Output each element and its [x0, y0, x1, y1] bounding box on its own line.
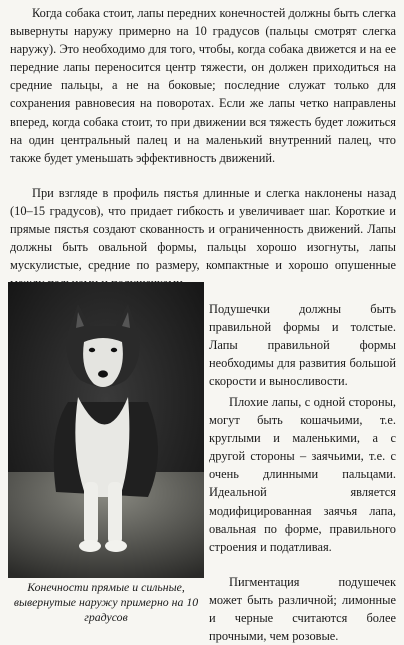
husky-photo: [8, 282, 204, 578]
paragraph-pigmentation: Пигментация подушечек может быть различной; лимонные и черные считаются более прочными, чем розовые.: [209, 575, 396, 644]
paragraph-paw-pads: Подушечки должны быть правильной формы и толстые. Лапы правильной формы необходимы для развития большой скорости и выносливости.: [209, 302, 396, 389]
husky-illustration: [8, 282, 204, 578]
paragraph-bad-paws: Плохие лапы, с одной стороны, могут быть кошачьими, т.е. круглыми и маленькими, а с другой стороны – заячьими, т.е. с очень длинными пальцами. Идеальной является модифицированная заячья лапа, овальная по форме, правильного строения и податливая.: [209, 395, 396, 554]
paragraph-forelimb-stance: Когда собака стоит, лапы передних конечностей должны быть слегка вывернуты наружу примерно на 10 градусов (пальцы смотрят слегка наружу). Это необходимо для того, чтобы, когда собака движется и на ее передние лапы переносится центр тяжести, он должен приходиться на средние пальцы, а не на боковые; последние служат только для сохранения равновесия на поворотах. Если же лапы четко направлены вперед, когда собака стоит, то при движении вся тяжесть будет ложиться на один центральный палец и на маленький внутренний палец, что также будет уменьшать эффективность движений.: [10, 6, 396, 165]
paragraph-pastern-profile: При взгляде в профиль пястья длинные и слегка наклонены назад (10–15 градусов), что придает гибкость и увеличивает шаг. Короткие и прямые пястья создают скованность и ограниченность движений. Лапы должны быть овальной формы, пальцы хорошо изогнуты, лапы мускулистые, средние по размеру, компактные и хорошо опушенные: [10, 186, 396, 273]
photo-caption: Конечности прямые и сильные, вывернутые наружу примерно на 10 градусов: [13, 580, 199, 624]
